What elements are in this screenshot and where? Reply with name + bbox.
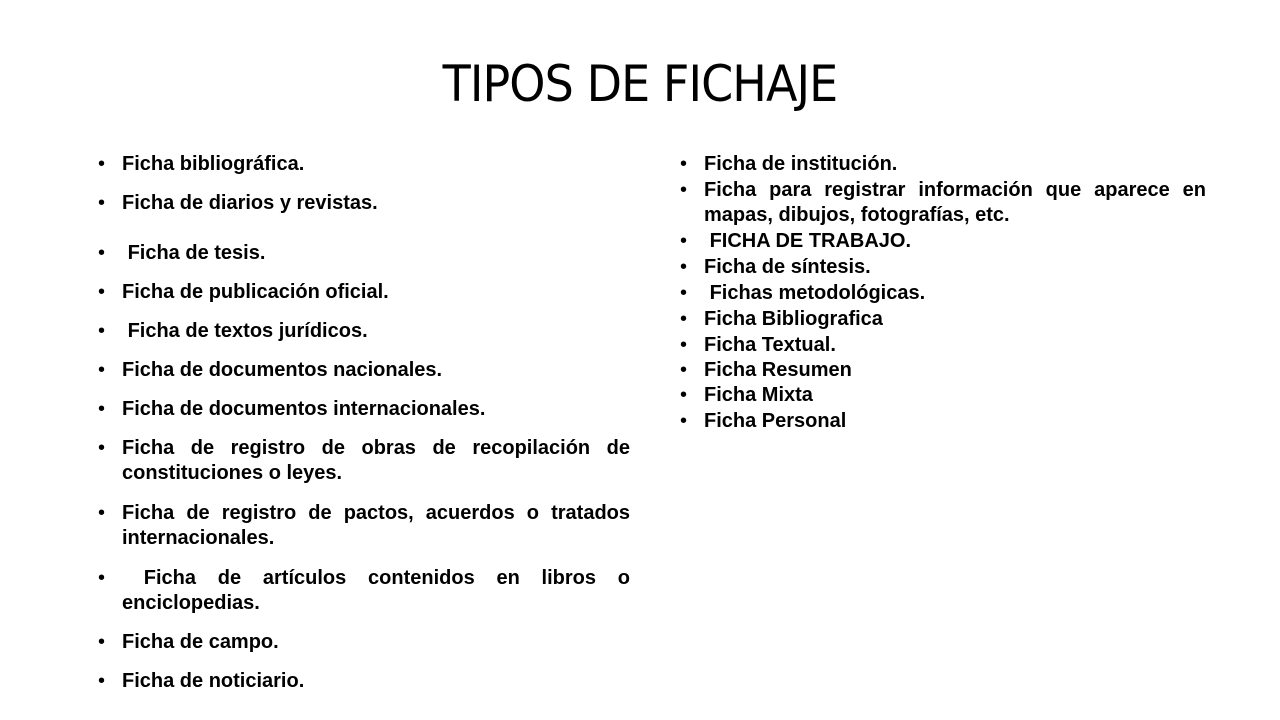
bullet-icon: • (680, 308, 688, 330)
bullet-icon: • (98, 320, 106, 342)
bullet-icon: • (680, 384, 688, 406)
bullet-icon: • (98, 437, 106, 459)
list-item-text: Ficha Bibliografica (704, 308, 883, 330)
list-item-text: Ficha de registro de obras de recopilación de constituciones o leyes. (122, 437, 636, 484)
bullet-icon: • (98, 567, 106, 589)
list-item-text: Ficha de artículos contenidos en libros o enciclopedias. (122, 567, 636, 614)
list-item-text: Fichas metodológicas. (704, 282, 926, 304)
list-item-text: FICHA DE TRABAJO. (704, 230, 912, 252)
list-item-text: Ficha de tesis. (122, 242, 266, 264)
list-item-text: Ficha para registrar información que aparece en mapas, dibujos, fotografías, etc. (704, 179, 1212, 226)
list-item (680, 358, 1206, 383)
list-item (98, 358, 630, 383)
bullet-icon: • (98, 359, 106, 381)
list-item-text: Ficha de textos jurídicos. (122, 320, 368, 342)
list-item (98, 566, 636, 616)
list-item (680, 255, 1206, 280)
list-item (680, 229, 1206, 254)
bullet-icon: • (98, 192, 106, 214)
list-item-text: Ficha Resumen (704, 359, 852, 381)
list-item (98, 152, 630, 177)
list-item-text: Ficha de síntesis. (704, 256, 871, 278)
list-item (98, 191, 630, 216)
list-item-text: Ficha de noticiario. (122, 670, 305, 692)
list-item (680, 333, 1206, 358)
list-item (98, 501, 636, 551)
bullet-icon: • (98, 281, 106, 303)
bullet-icon: • (98, 670, 106, 692)
bullet-icon: • (680, 179, 688, 201)
list-item (98, 630, 630, 655)
bullet-icon: • (680, 282, 688, 304)
list-item-text: Ficha de registro de pactos, acuerdos o tratados internacionales. (122, 502, 636, 549)
bullet-icon: • (680, 230, 688, 252)
bullet-icon: • (680, 256, 688, 278)
list-item (680, 409, 1206, 434)
bullet-icon: • (98, 242, 106, 264)
list-item (98, 397, 630, 422)
list-item (680, 383, 1206, 408)
list-item-text: Ficha de documentos internacionales. (122, 398, 486, 420)
list-item (680, 281, 1206, 306)
list-item (98, 241, 630, 266)
list-item (680, 152, 1206, 177)
list-item-text: Ficha Mixta (704, 384, 813, 406)
list-item-text: Ficha Textual. (704, 334, 836, 356)
list-item (98, 280, 630, 305)
bullet-icon: • (98, 631, 106, 653)
bullet-icon: • (98, 398, 106, 420)
bullet-icon: • (98, 153, 106, 175)
list-item-text: Ficha bibliográfica. (122, 153, 305, 175)
bullet-icon: • (680, 359, 688, 381)
list-item (680, 307, 1206, 332)
bullet-icon: • (98, 502, 106, 524)
bullet-icon: • (680, 334, 688, 356)
list-item-text: Ficha Personal (704, 410, 847, 432)
list-item-text: Ficha de diarios y revistas. (122, 192, 378, 214)
bullet-icon: • (680, 153, 688, 175)
slide-title: TIPOS DE FICHAJE (442, 55, 838, 113)
list-item-text: Ficha de publicación oficial. (122, 281, 389, 303)
list-item (98, 319, 630, 344)
list-item-text: Ficha de campo. (122, 631, 279, 653)
bullet-icon: • (680, 410, 688, 432)
list-item-text: Ficha de institución. (704, 153, 898, 175)
list-item (680, 178, 1212, 228)
list-item (98, 436, 636, 486)
list-item-text: Ficha de documentos nacionales. (122, 359, 443, 381)
list-item (98, 669, 630, 694)
